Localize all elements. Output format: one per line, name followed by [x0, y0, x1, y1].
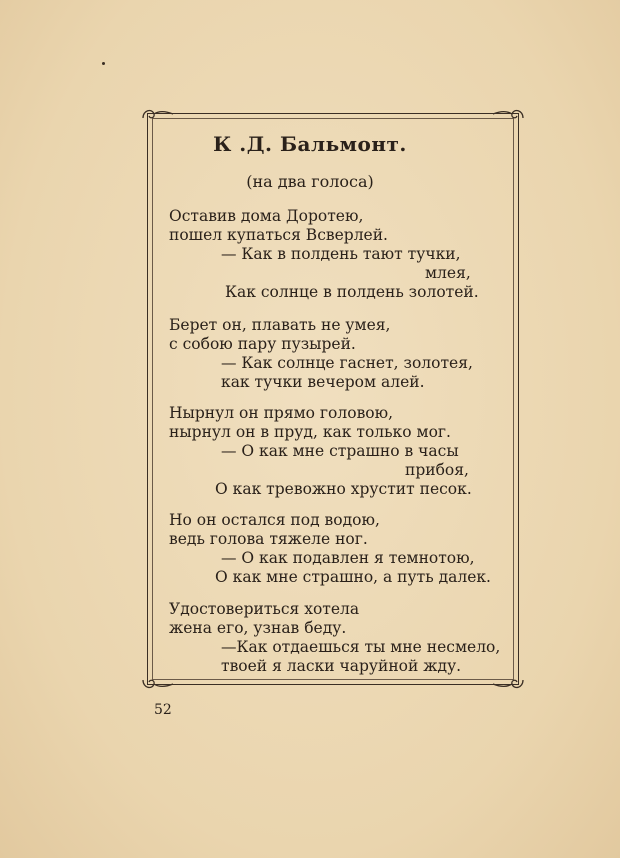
poem-line: — Как солнце гаснет, золотея,	[221, 354, 473, 372]
corner-flourish-icon	[140, 104, 174, 126]
stanza-3	[169, 404, 489, 499]
poem-line: Оставив дома Доротею,	[169, 207, 364, 225]
poem-subtitle: (на два голоса)	[246, 172, 374, 191]
poem-line: О как мне страшно, а путь далек.	[215, 568, 491, 586]
poem-line: Берет он, плавать не умея,	[169, 316, 391, 334]
poem-line: твоей я ласки чаруйной жду.	[221, 657, 462, 675]
poem-line: Но он остался под водою,	[169, 511, 380, 529]
stanza-5	[169, 600, 501, 676]
stanza-4	[169, 511, 489, 587]
poem-line: прибоя,	[405, 461, 469, 479]
poem-line: —Как отдаешься ты мне несмело,	[221, 638, 501, 656]
poem-line: — Как в полдень тают тучки,	[221, 245, 461, 263]
corner-flourish-icon	[492, 104, 526, 126]
poem-line: — О как мне страшно в часы	[221, 442, 459, 460]
poem-line: млея,	[425, 264, 471, 282]
poem-line: Нырнул он прямо головою,	[169, 404, 394, 422]
poem-line: как тучки вечером алей.	[221, 373, 425, 391]
page-number: 52	[154, 702, 172, 718]
poem-line: ведь голова тяжеле ног.	[169, 530, 368, 548]
poem-line: нырнул он в пруд, как только мог.	[169, 423, 451, 441]
poem-title: К .Д. Бальмонт.	[213, 132, 407, 156]
corner-flourish-icon	[492, 672, 526, 694]
poem-line: О как тревожно хрустит песок.	[215, 480, 472, 498]
poem-line: пошел купаться Всверлей.	[169, 226, 388, 244]
stanza-1	[169, 207, 489, 302]
poem-line: Удостовериться хотела	[169, 600, 360, 618]
poem-line: жена его, узнав беду.	[169, 619, 347, 637]
poem-line: — О как подавлен я темнотою,	[221, 549, 475, 567]
poem-line: Как солнце в полдень золотей.	[225, 283, 479, 301]
poem-line: с собою пару пузырей.	[169, 335, 356, 353]
ink-speck	[102, 62, 105, 65]
frame-inner-border	[152, 118, 514, 680]
stanza-2	[169, 316, 489, 392]
